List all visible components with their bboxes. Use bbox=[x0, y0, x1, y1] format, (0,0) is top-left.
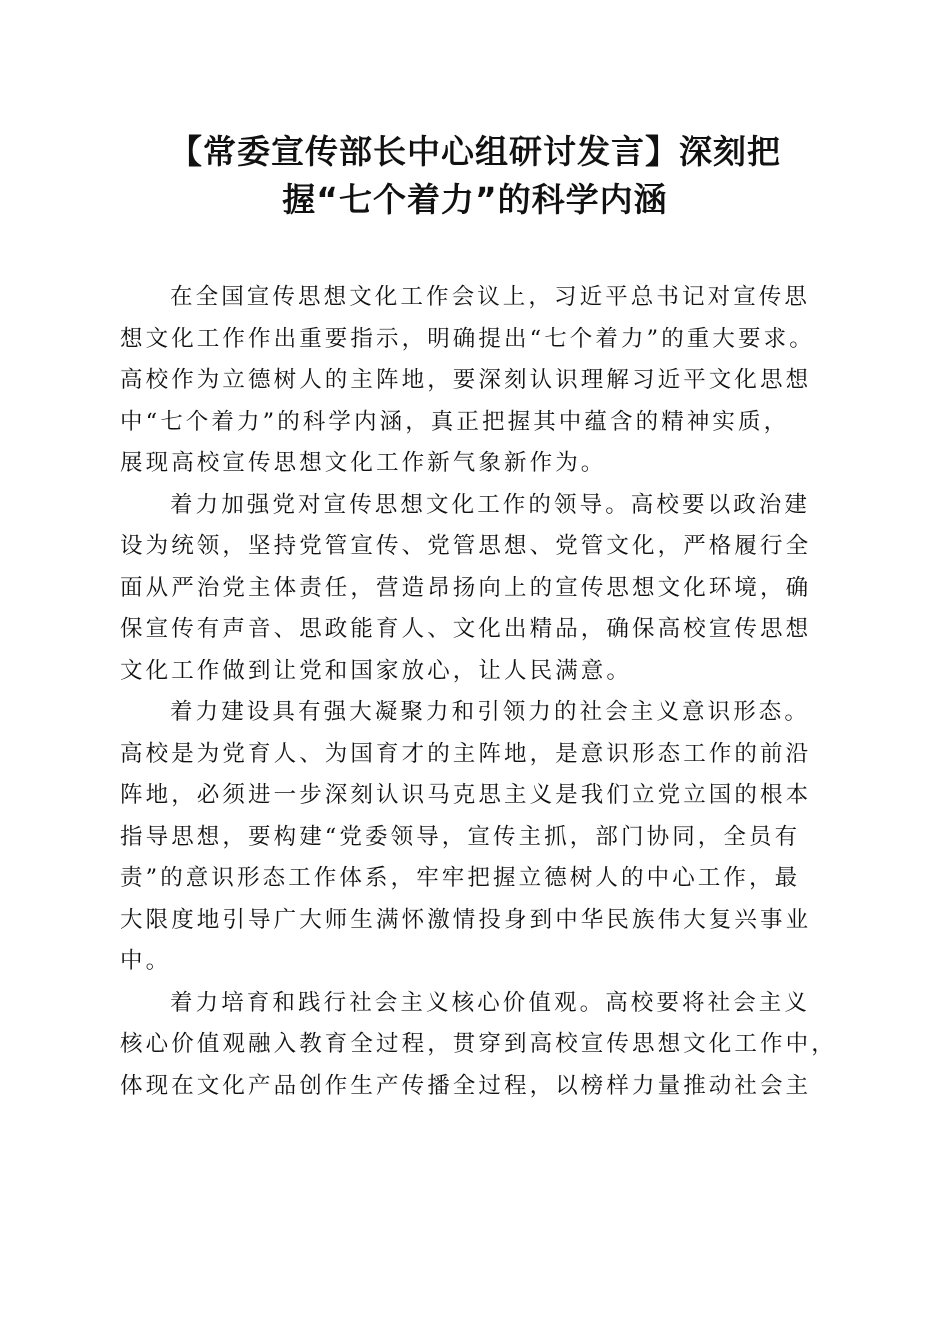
text-line: 在全国宣传思想文化工作会议上，习近平总书记对宣传思 bbox=[170, 284, 811, 310]
text-line: 中。 bbox=[120, 948, 172, 974]
text-line: 高校是为党育人、为国育才的主阵地，是意识形态工作的前沿 bbox=[120, 740, 812, 767]
text-line: 着力建设具有强大凝聚力和引领力的社会主义意识形态。 bbox=[170, 699, 811, 725]
text-line: 设为统领，坚持党管宣传、党管思想、党管文化，严格履行全 bbox=[120, 533, 812, 559]
text-line: 文化工作做到让党和国家放心，让人民满意。 bbox=[120, 657, 633, 684]
text-line: 阵地，必须进一步深刻认识马克思主义是我们立党立国的根本 bbox=[120, 782, 812, 808]
text-line: 面从严治党主体责任，营造昂扬向上的宣传思想文化环境，确 bbox=[120, 574, 812, 601]
text-line: 保宣传有声音、思政能育人、文化出精品，确保高校宣传思想 bbox=[120, 616, 812, 642]
text-line: 体现在文化产品创作生产传播全过程，以榜样力量推动社会主 bbox=[120, 1072, 812, 1099]
text-line: 责”的意识形态工作体系，牢牢把握立德树人的中心工作，最 bbox=[120, 865, 801, 891]
text-line: 核心价值观融入教育全过程，贯穿到高校宣传思想文化工作中， bbox=[120, 1031, 837, 1057]
paragraph-ideology bbox=[120, 692, 830, 983]
text-line: 高校作为立德树人的主阵地，要深刻认识理解习近平文化思想 bbox=[120, 367, 812, 393]
text-line: 大限度地引导广大师生满怀激情投身到中华民族伟大复兴事业 bbox=[120, 906, 812, 933]
paragraph-leadership bbox=[120, 485, 830, 693]
text-line: 着力加强党对宣传思想文化工作的领导。高校要以政治建 bbox=[170, 491, 811, 518]
paragraph-core-values bbox=[120, 983, 837, 1108]
title-line: 握“七个着力”的科学内涵 bbox=[282, 180, 668, 219]
document-title bbox=[120, 128, 830, 224]
paragraph-intro bbox=[120, 277, 830, 485]
text-line: 指导思想，要构建“党委领导，宣传主抓，部门协同，全员有 bbox=[120, 823, 801, 850]
title-line: 【常委宣传部长中心组研讨发言】深刻把 bbox=[169, 132, 781, 171]
text-line: 中“七个着力”的科学内涵，真正把握其中蕴含的精神实质， bbox=[120, 408, 790, 435]
text-line: 展现高校宣传思想文化工作新气象新作为。 bbox=[120, 450, 607, 476]
document-body bbox=[120, 277, 837, 1107]
text-line: 想文化工作作出重要指示，明确提出“七个着力”的重大要求。 bbox=[120, 325, 815, 352]
text-line: 着力培育和践行社会主义核心价值观。高校要将社会主义 bbox=[170, 989, 811, 1016]
